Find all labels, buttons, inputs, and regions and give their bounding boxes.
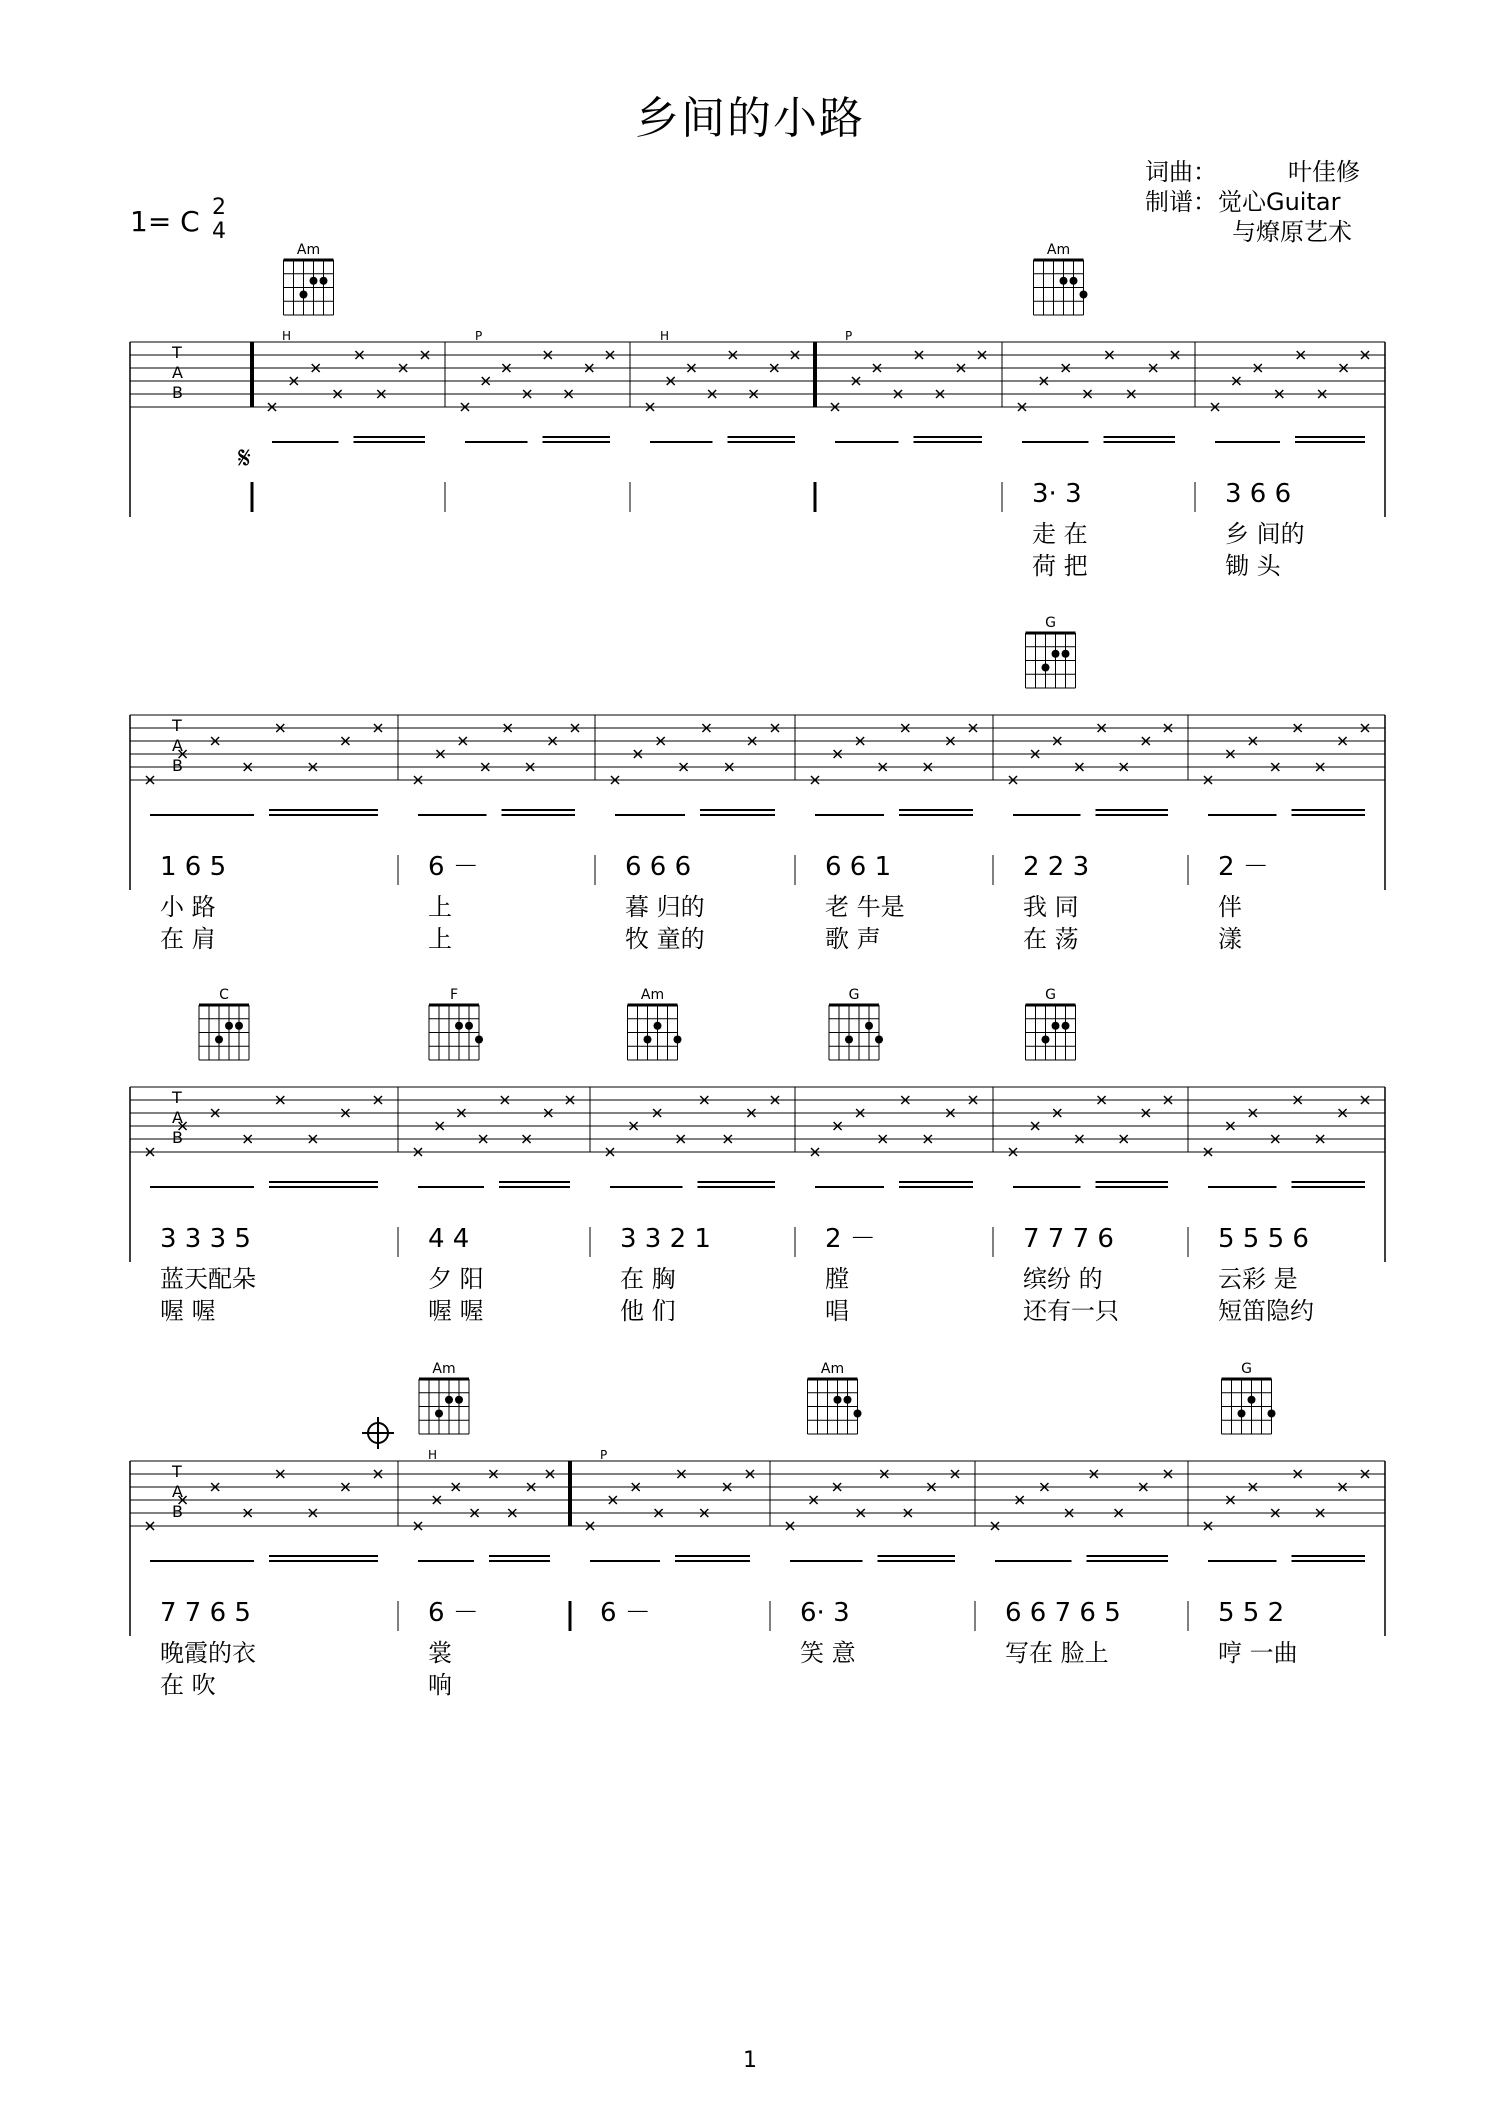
lyrics-line-1: 写在 脸上	[1005, 1639, 1109, 1667]
chord-name: G	[1045, 987, 1056, 1003]
finger-dot	[1052, 1022, 1060, 1030]
chord-diagram-am	[808, 1361, 862, 1434]
lyrics-line-1: 伴	[1218, 893, 1242, 921]
finger-dot	[1080, 291, 1088, 299]
lyrics-line-1: 夕 阳	[428, 1265, 484, 1293]
lyrics-line-1: 晚霞的衣	[160, 1639, 256, 1667]
credit-arranger-value2: 与燎原艺术	[1232, 218, 1352, 246]
jianpu-notes: 6 6 7 6 5	[1005, 1598, 1121, 1628]
lyrics-line-2: 唱	[825, 1297, 849, 1325]
lyrics-line-1: 暮 归的	[625, 893, 705, 921]
lyrics-line-1: 上	[428, 893, 452, 921]
tab-clef-letter: A	[172, 363, 183, 382]
finger-dot	[310, 277, 318, 285]
song-title: 乡间的小路	[635, 93, 865, 144]
chord-name: Am	[640, 987, 665, 1003]
lyrics-line-1: 乡 间的	[1225, 520, 1305, 548]
lyrics-line-1: 老 牛是	[825, 893, 905, 921]
finger-dot	[1052, 650, 1060, 658]
lyrics-line-2: 荷 把	[1032, 552, 1088, 580]
tab-clef-letter: B	[172, 756, 183, 775]
lyrics-line-2: 喔 喔	[428, 1297, 484, 1325]
chord-name: Am	[432, 1361, 456, 1377]
chord-name: C	[219, 987, 229, 1003]
lyrics-line-1: 走 在	[1032, 520, 1088, 548]
jianpu-notes: 6 －	[600, 1598, 651, 1628]
finger-dot	[875, 1036, 883, 1044]
jianpu-notes: 2 2 3	[1023, 852, 1090, 882]
technique-mark: H	[660, 329, 670, 343]
jianpu-notes: 1 6 5	[160, 852, 227, 882]
credit-arranger-value: 觉心Guitar	[1218, 188, 1341, 216]
tab-system-1	[130, 342, 1385, 517]
key-signature: 1= C	[130, 205, 200, 238]
technique-mark: H	[282, 329, 292, 343]
chord-name: G	[1241, 1361, 1252, 1377]
finger-dot	[1268, 1410, 1276, 1418]
technique-mark: H	[428, 1448, 438, 1462]
jianpu-notes: 6 6 1	[825, 852, 892, 882]
chord-name: Am	[820, 1361, 845, 1377]
finger-dot	[455, 1022, 463, 1030]
chord-diagram-f	[429, 987, 483, 1060]
jianpu-notes: 3 3 2 1	[620, 1224, 711, 1254]
chord-name: F	[449, 987, 459, 1003]
tab-clef-letter: T	[172, 716, 182, 735]
finger-dot	[1060, 277, 1068, 285]
jianpu-notes: 2 －	[825, 1224, 876, 1254]
finger-dot	[455, 1396, 463, 1404]
lyrics-line-1: 云彩 是	[1218, 1265, 1298, 1293]
finger-dot	[1062, 1022, 1070, 1030]
credit-lyrics-value: 叶佳修	[1288, 158, 1360, 186]
tab-clef-letter: T	[172, 1088, 182, 1107]
chord-diagram-g	[1026, 987, 1076, 1060]
chord-diagram-g	[1026, 615, 1076, 688]
lyrics-line-2: 牧 童的	[625, 925, 705, 953]
tab-clef-letter: A	[172, 1108, 183, 1127]
lyrics-line-1: 膛	[825, 1265, 849, 1293]
lyrics-line-2: 他 们	[620, 1297, 676, 1325]
lyrics-line-1: 蓝天配朵	[160, 1265, 256, 1293]
chord-diagram-c	[199, 987, 249, 1060]
finger-dot	[865, 1022, 873, 1030]
lyrics-line-1: 裳	[428, 1639, 452, 1667]
chord-diagram-g	[1222, 1361, 1276, 1434]
tab-system-2	[130, 715, 1385, 890]
jianpu-notes: 7 7 7 6	[1023, 1224, 1114, 1254]
tab-clef-letter: T	[172, 1462, 182, 1481]
finger-dot	[1042, 1036, 1050, 1044]
chord-name: G	[848, 987, 860, 1003]
finger-dot	[1042, 664, 1050, 672]
finger-dot	[1062, 650, 1070, 658]
chord-diagram-am	[419, 1361, 469, 1434]
chord-name: G	[1045, 615, 1056, 631]
finger-dot	[1238, 1410, 1246, 1418]
finger-dot	[845, 1036, 853, 1044]
jianpu-notes: 7 7 6 5	[160, 1598, 251, 1628]
finger-dot	[1070, 277, 1078, 285]
lyrics-line-2: 上	[428, 925, 452, 953]
tab-clef-letter: B	[172, 1128, 183, 1147]
lyrics-line-2: 歌 声	[825, 925, 881, 953]
tab-system-4	[130, 1461, 1385, 1636]
lyrics-line-2: 在 荡	[1023, 925, 1079, 953]
jianpu-notes: 6 －	[428, 852, 479, 882]
lyrics-line-2: 响	[428, 1671, 452, 1699]
jianpu-notes: 6 6 6	[625, 852, 692, 882]
chord-diagram-am	[1034, 242, 1088, 315]
credit-lyrics-label: 词曲：	[1145, 158, 1217, 186]
finger-dot	[644, 1036, 652, 1044]
jianpu-notes: 6 －	[428, 1598, 479, 1628]
jianpu-notes: 3· 3	[1032, 479, 1082, 509]
chord-name: Am	[296, 242, 321, 258]
chord-diagram-g	[829, 987, 883, 1060]
finger-dot	[475, 1036, 483, 1044]
technique-mark: P	[600, 1448, 608, 1462]
technique-mark: P	[475, 329, 483, 343]
finger-dot	[235, 1022, 243, 1030]
finger-dot	[1248, 1396, 1256, 1404]
jianpu-notes: 6· 3	[800, 1598, 850, 1628]
finger-dot	[674, 1036, 682, 1044]
lyrics-line-2: 在 肩	[160, 925, 216, 953]
jianpu-notes: 3 3 3 5	[160, 1224, 251, 1254]
finger-dot	[435, 1410, 443, 1418]
lyrics-line-2: 漾	[1218, 925, 1242, 953]
lyrics-line-2: 还有一只	[1023, 1297, 1119, 1325]
finger-dot	[654, 1022, 662, 1030]
jianpu-notes: 4 4	[428, 1224, 470, 1254]
finger-dot	[225, 1022, 233, 1030]
time-signature-top: 2	[212, 195, 226, 220]
lyrics-line-1: 我 同	[1023, 893, 1079, 921]
lyrics-line-1: 在 胸	[620, 1265, 676, 1293]
finger-dot	[844, 1396, 852, 1404]
finger-dot	[215, 1036, 223, 1044]
jianpu-notes: 5 5 5 6	[1218, 1224, 1309, 1254]
lyrics-line-2: 在 吹	[160, 1671, 216, 1699]
finger-dot	[465, 1022, 473, 1030]
chord-diagram-am	[284, 242, 334, 315]
tab-clef-letter: A	[172, 1482, 183, 1501]
lyrics-line-1: 小 路	[160, 893, 216, 921]
finger-dot	[445, 1396, 453, 1404]
tab-system-3	[130, 1087, 1385, 1262]
tab-clef-letter: A	[172, 736, 183, 755]
lyrics-line-1: 哼 一曲	[1218, 1639, 1298, 1667]
lyrics-line-2: 锄 头	[1225, 552, 1281, 580]
tab-clef-letter: B	[172, 383, 183, 402]
lyrics-line-2: 短笛隐约	[1218, 1297, 1314, 1325]
finger-dot	[300, 291, 308, 299]
lyrics-line-2: 喔 喔	[160, 1297, 216, 1325]
finger-dot	[854, 1410, 862, 1418]
lyrics-line-1: 缤纷 的	[1023, 1265, 1103, 1293]
finger-dot	[320, 277, 328, 285]
jianpu-notes: 5 5 2	[1218, 1598, 1285, 1628]
jianpu-notes: 2 －	[1218, 852, 1269, 882]
segno-symbol: 𝄋	[238, 441, 251, 476]
finger-dot	[834, 1396, 842, 1404]
tab-clef-letter: B	[172, 1502, 183, 1521]
page-number: 1	[743, 2048, 757, 2073]
lyrics-line-1: 笑 意	[800, 1639, 856, 1667]
technique-mark: P	[845, 329, 853, 343]
credit-arranger-label: 制谱：	[1145, 188, 1217, 216]
jianpu-notes: 3 6 6	[1225, 479, 1292, 509]
chord-diagram-am	[628, 987, 682, 1060]
tab-clef-letter: T	[172, 343, 182, 362]
chord-name: Am	[1046, 242, 1071, 258]
time-signature-bottom: 4	[212, 219, 226, 244]
